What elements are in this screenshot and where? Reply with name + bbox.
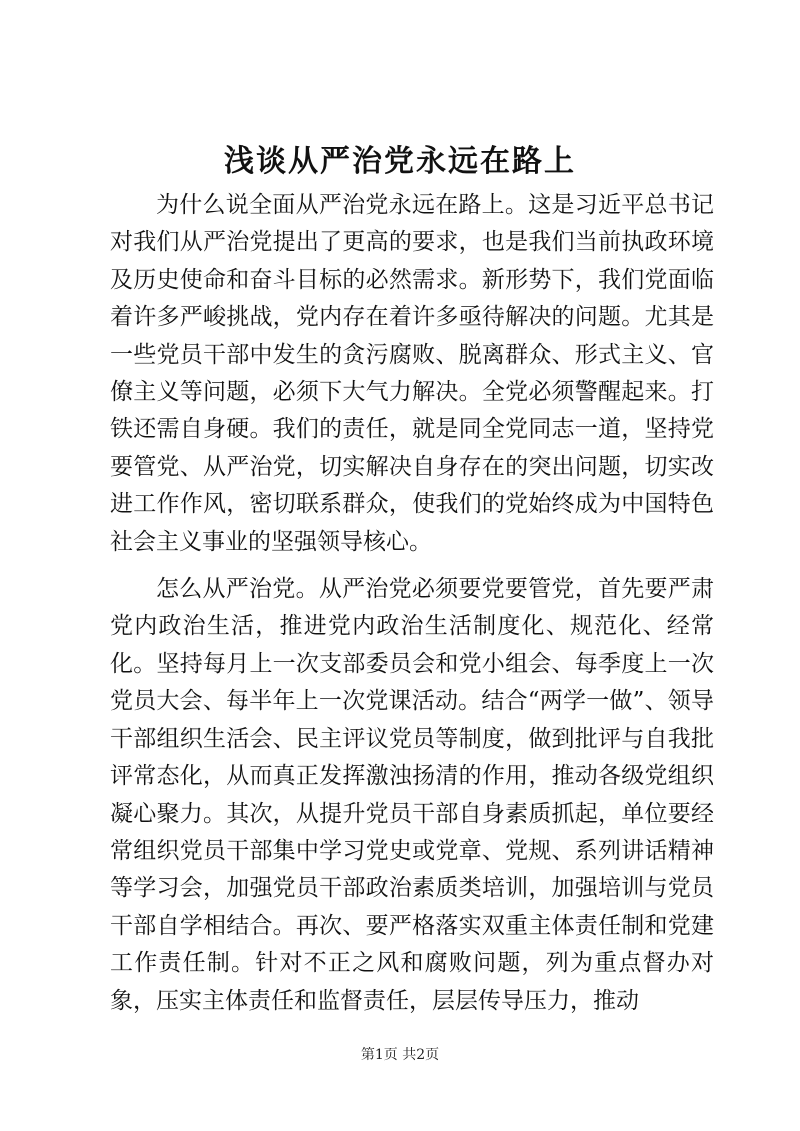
document-body [110, 187, 714, 1030]
document-title: 浅谈从严治党永远在路上 [224, 144, 576, 179]
paragraph-2: 怎么从严治党。从严治党必须要党要管党，首先要严肃党内政治生活，推进党内政治生活制度化、规范化、经常化。坚持每月上一次支部委员会和党小组会、每季度上一次党员大会、每半年上一次党课活动。结合“两学一做”、领导干部组织生活会、民主评议党员等制度，做到批评与自我批评常态化，从而真正发挥激浊扬清的作用，推动各级党组织凝心聚力。其次，从提升党员干部自身素质抓起，单位要经常组织党员干部集中学习党史或党章、党规、系列讲话精神等学习会，加强党员干部政治素质类培训，加强培训与党员干部自学相结合。再次、要严格落实双重主体责任制和党建工作责任制。针对不正之风和腐败问题，列为重点督办对象，压实主体责任和监督责任，层层传导压力，推动 [110, 576, 714, 1014]
paragraph-1: 为什么说全面从严治党永远在路上。这是习近平总书记对我们从严治党提出了更高的要求，也是我们当前执政环境及历史使命和奋斗目标的必然需求。新形势下，我们党面临着许多严峻挑战，党内存在着许多亟待解决的问题。尤其是一些党员干部中发生的贪污腐败、脱离群众、形式主义、官僚主义等问题，必须下大气力解决。全党必须警醒起来。打铁还需自身硬。我们的责任，就是同全党同志一道，坚持党要管党、从严治党，切实解决自身存在的突出问题，切实改进工作作风，密切联系群众，使我们的党始终成为中国特色社会主义事业的坚强领导核心。 [110, 192, 714, 555]
page-footer: 第1页 共2页 [360, 1047, 440, 1063]
